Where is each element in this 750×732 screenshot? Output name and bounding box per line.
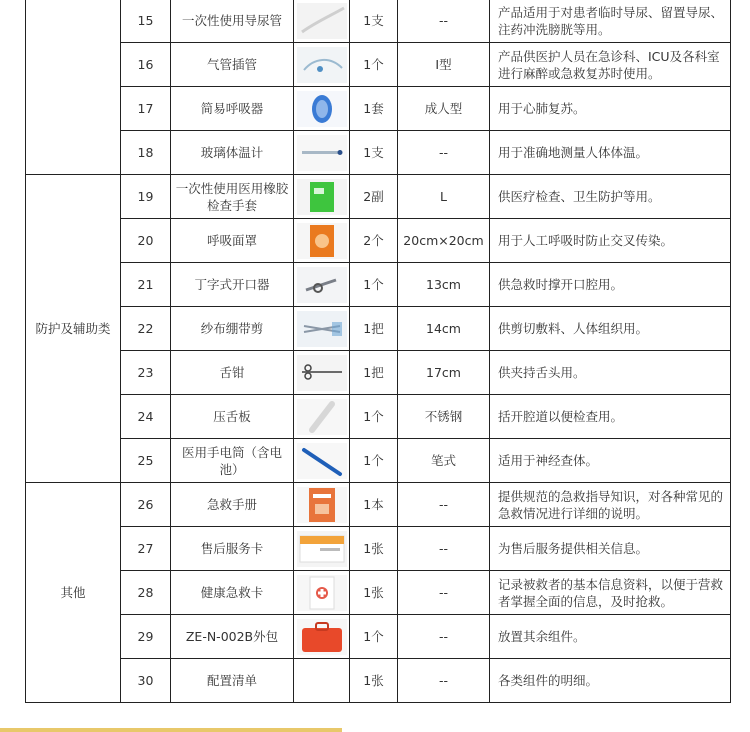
item-name: 售后服务卡: [171, 527, 294, 571]
item-description: 产品适用于对患者临时导尿、留置导尿、注药冲洗膀胱等用。: [490, 0, 731, 43]
item-description: 产品供医护人员在急诊科、ICU及各科室进行麻醉或急救复苏时使用。: [490, 43, 731, 87]
item-image-cell: [294, 439, 350, 483]
item-name: 呼吸面罩: [171, 219, 294, 263]
manual-icon: [296, 486, 348, 524]
item-quantity: 1张: [350, 571, 398, 615]
item-description: 括开腔道以便检查用。: [490, 395, 731, 439]
item-description: 供夹持舌头用。: [490, 351, 731, 395]
item-quantity: 2个: [350, 219, 398, 263]
table-row: [26, 571, 731, 615]
item-image-cell: [294, 131, 350, 175]
item-spec: 17cm: [398, 351, 490, 395]
item-spec: 笔式: [398, 439, 490, 483]
item-image-cell: [294, 175, 350, 219]
item-number: 26: [121, 483, 171, 527]
item-number: 22: [121, 307, 171, 351]
table-row: [26, 615, 731, 659]
item-image-cell: [294, 659, 350, 703]
service-card-icon: [296, 530, 348, 568]
item-image-cell: [294, 571, 350, 615]
item-image-cell: [294, 43, 350, 87]
item-name: 配置清单: [171, 659, 294, 703]
item-number: 25: [121, 439, 171, 483]
item-number: 15: [121, 0, 171, 43]
item-number: 17: [121, 87, 171, 131]
tracheal-tube-icon: [296, 46, 348, 84]
item-spec: 20cm×20cm: [398, 219, 490, 263]
item-name: 医用手电筒（含电池）: [171, 439, 294, 483]
item-spec: --: [398, 615, 490, 659]
table-row: [26, 527, 731, 571]
item-number: 30: [121, 659, 171, 703]
category-cell: 其他: [26, 483, 121, 703]
item-number: 24: [121, 395, 171, 439]
item-number: 18: [121, 131, 171, 175]
table-row: [26, 351, 731, 395]
item-quantity: 1张: [350, 527, 398, 571]
item-name: 玻璃体温计: [171, 131, 294, 175]
item-description: 用于人工呼吸时防止交叉传染。: [490, 219, 731, 263]
table-row: [26, 483, 731, 527]
category-cell: 防护及辅助类: [26, 175, 121, 483]
item-quantity: 2副: [350, 175, 398, 219]
item-number: 29: [121, 615, 171, 659]
table-row: [26, 0, 731, 43]
item-quantity: 1个: [350, 615, 398, 659]
item-description: 各类组件的明细。: [490, 659, 731, 703]
table-row: [26, 131, 731, 175]
item-number: 23: [121, 351, 171, 395]
item-quantity: 1个: [350, 43, 398, 87]
item-image-cell: [294, 395, 350, 439]
bottom-accent-bar: [0, 728, 342, 732]
catheter-icon: [296, 2, 348, 40]
item-name: 纱布绷带剪: [171, 307, 294, 351]
item-name: 压舌板: [171, 395, 294, 439]
item-quantity: 1套: [350, 87, 398, 131]
item-name: 简易呼吸器: [171, 87, 294, 131]
item-spec: --: [398, 483, 490, 527]
item-number: 21: [121, 263, 171, 307]
item-description: 供医疗检查、卫生防护等用。: [490, 175, 731, 219]
item-image-cell: [294, 615, 350, 659]
table-row: [26, 219, 731, 263]
item-number: 16: [121, 43, 171, 87]
item-image-cell: [294, 351, 350, 395]
mask-icon: [296, 222, 348, 260]
thermometer-icon: [296, 134, 348, 172]
item-description: 提供规范的急救指导知识，对各种常见的急救情况进行详细的说明。: [490, 483, 731, 527]
item-description: 放置其余组件。: [490, 615, 731, 659]
item-spec: 14cm: [398, 307, 490, 351]
item-number: 19: [121, 175, 171, 219]
tongue-depressor-icon: [296, 398, 348, 436]
health-card-icon: [296, 574, 348, 612]
item-spec: --: [398, 0, 490, 43]
item-spec: Ⅰ型: [398, 43, 490, 87]
item-spec: --: [398, 571, 490, 615]
item-quantity: 1本: [350, 483, 398, 527]
item-image-cell: [294, 87, 350, 131]
item-spec: --: [398, 527, 490, 571]
item-description: 记录被救者的基本信息资料，以便于营救者掌握全面的信息，及时抢救。: [490, 571, 731, 615]
item-name: ZE-N-002B外包: [171, 615, 294, 659]
item-image-cell: [294, 483, 350, 527]
empty-image: [296, 662, 348, 700]
item-name: 一次性使用医用橡胶检查手套: [171, 175, 294, 219]
table-row: [26, 395, 731, 439]
table-row: [26, 263, 731, 307]
item-number: 20: [121, 219, 171, 263]
item-description: 用于心肺复苏。: [490, 87, 731, 131]
item-quantity: 1个: [350, 263, 398, 307]
item-description: 供急救时撑开口腔用。: [490, 263, 731, 307]
item-quantity: 1个: [350, 395, 398, 439]
item-name: 丁字式开口器: [171, 263, 294, 307]
item-quantity: 1把: [350, 351, 398, 395]
mouth-gag-icon: [296, 266, 348, 304]
resuscitator-icon: [296, 90, 348, 128]
tongue-forceps-icon: [296, 354, 348, 392]
item-image-cell: [294, 307, 350, 351]
item-quantity: 1个: [350, 439, 398, 483]
item-name: 舌钳: [171, 351, 294, 395]
item-name: 气管插管: [171, 43, 294, 87]
item-quantity: 1把: [350, 307, 398, 351]
table-row: [26, 43, 731, 87]
item-name: 急救手册: [171, 483, 294, 527]
item-description: 用于准确地测量人体体温。: [490, 131, 731, 175]
item-spec: --: [398, 131, 490, 175]
bandage-scissors-icon: [296, 310, 348, 348]
item-quantity: 1张: [350, 659, 398, 703]
category-cell-continued: [26, 0, 121, 175]
penlight-icon: [296, 442, 348, 480]
item-image-cell: [294, 219, 350, 263]
item-spec: 不锈钢: [398, 395, 490, 439]
equipment-table: [25, 0, 731, 703]
table-row: [26, 439, 731, 483]
item-spec: --: [398, 659, 490, 703]
table-row: [26, 659, 731, 703]
item-image-cell: [294, 263, 350, 307]
item-quantity: 1支: [350, 131, 398, 175]
item-number: 28: [121, 571, 171, 615]
item-image-cell: [294, 0, 350, 43]
item-spec: 13cm: [398, 263, 490, 307]
gloves-icon: [296, 178, 348, 216]
item-name: 一次性使用导尿管: [171, 0, 294, 43]
table-row: [26, 175, 731, 219]
outer-bag-icon: [296, 618, 348, 656]
item-description: 为售后服务提供相关信息。: [490, 527, 731, 571]
table-row: [26, 307, 731, 351]
item-name: 健康急救卡: [171, 571, 294, 615]
item-description: 供剪切敷料、人体组织用。: [490, 307, 731, 351]
item-description: 适用于神经查体。: [490, 439, 731, 483]
item-spec: 成人型: [398, 87, 490, 131]
item-image-cell: [294, 527, 350, 571]
item-number: 27: [121, 527, 171, 571]
item-spec: L: [398, 175, 490, 219]
item-quantity: 1支: [350, 0, 398, 43]
table-row: [26, 87, 731, 131]
